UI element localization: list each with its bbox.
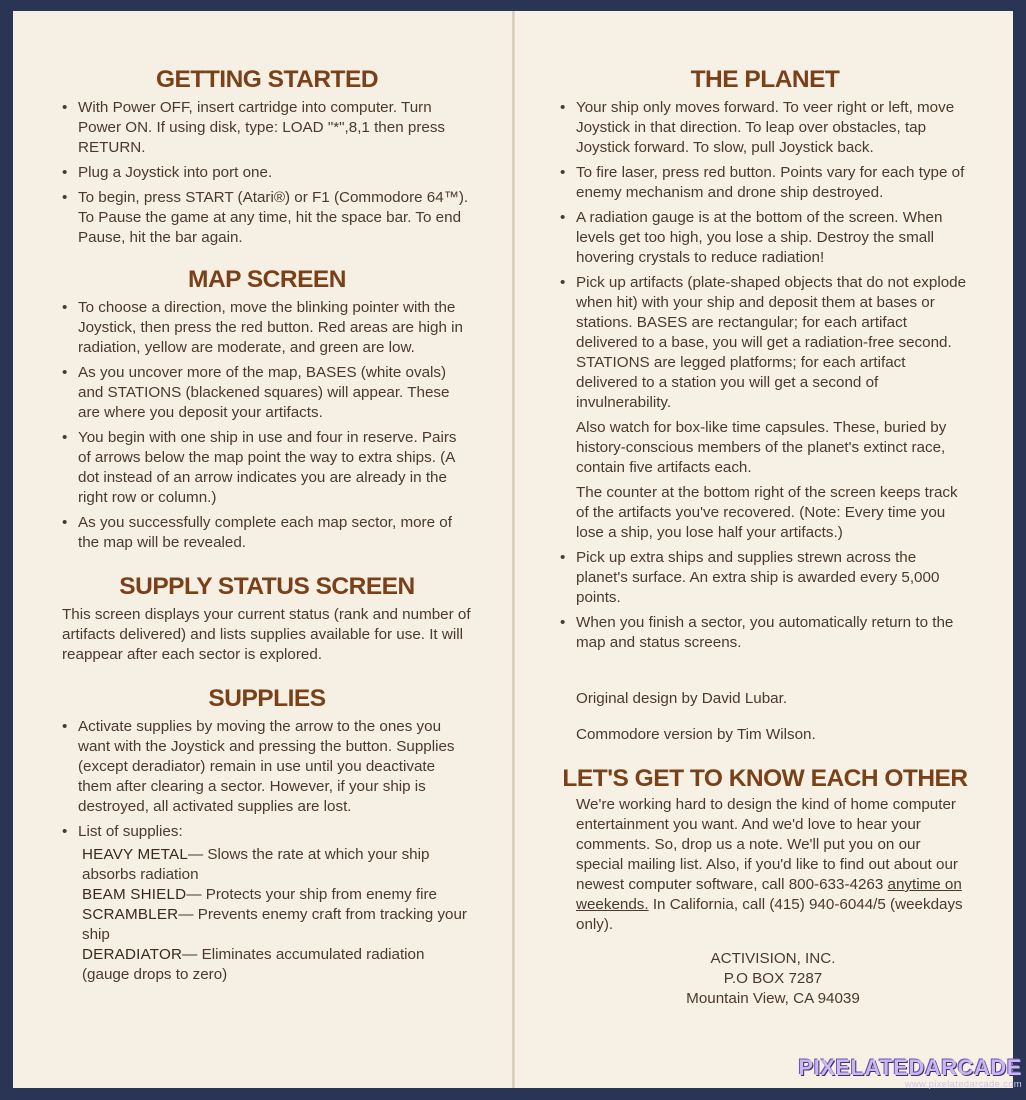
list-item: • You begin with one ship in use and four in reserve. Pairs of arrows below the map point the way to extra ships. (A dot instead of an arrow indicates you are already in the right row or column.)	[62, 428, 472, 508]
supply-name: HEAVY METAL	[82, 846, 189, 863]
supplies-heading: SUPPLIES	[208, 685, 326, 712]
list-item: • With Power OFF, insert cartridge into computer. Turn Power ON. If using disk, type: LOAD "*",8,1 then press RETURN.	[62, 98, 472, 158]
address-line: Mountain View, CA 94039	[686, 990, 860, 1007]
planet-section	[560, 66, 970, 653]
map-screen-heading: MAP SCREEN	[188, 266, 346, 293]
supplies-section	[62, 685, 472, 985]
list-item: • As you successfully complete each map sector, more of the map will be revealed.	[62, 513, 472, 553]
contact-heading: LET'S GET TO KNOW EACH OTHER	[562, 765, 968, 792]
contact-text-before: We're working hard to design the kind of home computer entertainment you want. And we'd love to hear your comments. So, drop us a note. We'll put you on our special mailing list. Also, if you'd like to find out about our newest computer software, call 800-633-4263	[576, 796, 958, 893]
contact-text	[576, 795, 970, 935]
list-item: • Your ship only moves forward. To veer right or left, move Joystick in that direction. To leap over obstacles, tap Joystick forward. To slow, pull Joystick back.	[560, 98, 970, 158]
page-fold	[512, 11, 515, 1088]
map-screen-section	[62, 266, 472, 553]
right-column	[560, 66, 970, 1009]
supplies-list	[62, 717, 472, 842]
list-item: • When you finish a sector, you automatically return to the map and status screens.	[560, 613, 970, 653]
list-item: • Plug a Joystick into port one.	[62, 163, 472, 183]
list-item: • To choose a direction, move the blinking pointer with the Joystick, then press the red button. Red areas are high in radiation, yellow are moderate, and green are low.	[62, 298, 472, 358]
counter-paragraph: The counter at the bottom right of the screen keeps track of the artifacts you've recovered. (Note: Every time you lose a ship, you lose half your artifacts.)	[576, 484, 958, 541]
supply-item-beam-shield	[82, 885, 472, 905]
time-capsule-paragraph: Also watch for box-like time capsules. These, buried by history-conscious members of the planet's extinct race, contain five artifacts each.	[576, 419, 947, 476]
map-screen-list	[62, 298, 472, 553]
supply-name: DERADIATOR	[82, 946, 183, 963]
supply-item-deradiator	[82, 945, 472, 985]
left-column	[62, 66, 472, 985]
credits-section	[560, 689, 970, 745]
design-credit: Original design by David Lubar.	[576, 690, 788, 707]
list-item: • As you uncover more of the map, BASES (white ovals) and STATIONS (blackened squares) will appear. These are where you deposit your artifacts.	[62, 363, 472, 423]
supply-desc: — Slows the rate at which your ship absorbs radiation	[82, 846, 430, 883]
weekend-underline: anytime on weekends.	[576, 876, 962, 913]
supply-item-scrambler	[82, 905, 472, 945]
supply-desc: — Eliminates accumulated radiation (gauge drops to zero)	[82, 946, 425, 983]
list-item: • Pick up extra ships and supplies strewn across the planet's surface. An extra ship is awarded every 5,000 points.	[560, 548, 970, 608]
contact-section	[560, 765, 970, 1009]
supply-status-section	[62, 573, 472, 665]
list-item: • List of supplies:	[62, 822, 472, 842]
getting-started-heading: GETTING STARTED	[155, 66, 379, 93]
getting-started-list	[62, 98, 472, 248]
list-item: • A radiation gauge is at the bottom of the screen. When levels get too high, you lose a ship. Destroy the small hovering crystals to reduce radiation!	[560, 208, 970, 268]
supply-desc: — Protects your ship from enemy fire	[186, 886, 438, 903]
supply-name: BEAM SHIELD	[82, 886, 187, 903]
supply-item-heavy-metal	[82, 845, 472, 885]
contact-text-after: In California, call (415) 940-6044/5 (weekdays only).	[576, 896, 963, 933]
address-line: ACTIVISION, INC.	[710, 950, 836, 967]
company-address	[560, 949, 970, 1009]
planet-heading: THE PLANET	[690, 66, 840, 93]
supply-desc: — Prevents enemy craft from tracking your ship	[82, 906, 467, 943]
supply-name: SCRAMBLER	[82, 906, 179, 923]
supply-status-heading: SUPPLY STATUS SCREEN	[119, 573, 415, 600]
address-line: P.O BOX 7287	[723, 970, 823, 987]
watermark-logo: PIXELATEDARCADE	[798, 1055, 1022, 1080]
planet-list	[560, 98, 970, 413]
supply-status-text: This screen displays your current status (rank and number of artifacts delivered) and lists supplies available for use. It will reappear after each sector is explored.	[62, 606, 471, 663]
list-item: • Activate supplies by moving the arrow to the ones you want with the Joystick and pressing the button. Supplies (except deradiator) remain in use until you deactivate them after clearing a sector. However, if your ship is destroyed, all activated supplies are lost.	[62, 717, 472, 817]
planet-list-continued	[560, 548, 970, 653]
list-item: • To begin, press START (Atari®) or F1 (Commodore 64™). To Pause the game at any time, hit the space bar. To end Pause, hit the bar again.	[62, 188, 472, 248]
list-item: • To fire laser, press red button. Points vary for each type of enemy mechanism and drone ship destroyed.	[560, 163, 970, 203]
watermark-url: www.pixelatedarcade.com	[904, 1079, 1022, 1090]
list-item: • Pick up artifacts (plate-shaped objects that do not explode when hit) with your ship and deposit them at bases or stations. BASES are rectangular; for each artifact delivered to a base, you will get a radiation-free second. STATIONS are legged platforms; for each artifact delivered to a station you will get a second of invulnerability.	[560, 273, 970, 413]
watermark	[799, 1057, 1022, 1090]
getting-started-section	[62, 66, 472, 248]
commodore-credit: Commodore version by Tim Wilson.	[576, 726, 816, 743]
